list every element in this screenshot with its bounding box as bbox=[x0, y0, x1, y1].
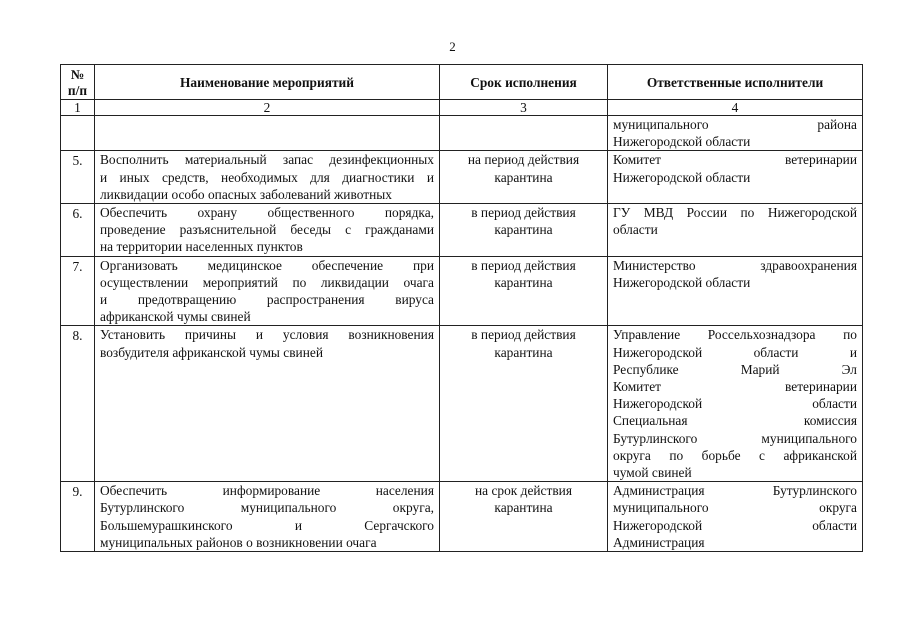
header-row bbox=[61, 65, 863, 100]
column-number: 4 bbox=[608, 100, 863, 116]
measure-responsible bbox=[608, 326, 863, 482]
measure-name bbox=[95, 116, 440, 151]
measure-term-line: карантина bbox=[494, 500, 553, 516]
measure-responsible bbox=[608, 204, 863, 257]
measure-responsible-line: Нижегородской области bbox=[613, 396, 857, 412]
measure-responsible-line: Управление Россельхознадзора по bbox=[613, 327, 857, 343]
table-row bbox=[61, 204, 863, 257]
measure-name-line: осуществлении мероприятий по ликвидации очага bbox=[100, 274, 434, 290]
measure-name-line: возбудителя африканской чумы свиней bbox=[100, 344, 323, 360]
measure-responsible bbox=[608, 116, 863, 151]
measure-term-line: на период действия bbox=[467, 152, 580, 168]
page-number: 2 bbox=[449, 39, 456, 54]
measure-responsible-line: Нижегородской области bbox=[613, 517, 857, 533]
measure-term bbox=[440, 256, 608, 326]
measure-term-line: в период действия bbox=[471, 257, 576, 273]
measure-term-line: карантина bbox=[494, 344, 553, 360]
column-number-row bbox=[61, 100, 863, 116]
header-name: Наименование мероприятий bbox=[95, 65, 440, 100]
measure-term-line: в период действия bbox=[471, 327, 576, 343]
measure-name-line: на территории населенных пунктов bbox=[100, 239, 303, 255]
measure-responsible-line: Нижегородской области bbox=[613, 274, 751, 290]
table-row bbox=[61, 482, 863, 552]
measure-responsible bbox=[608, 151, 863, 204]
row-number: 6. bbox=[61, 204, 95, 257]
measure-term bbox=[440, 204, 608, 257]
measure-term bbox=[440, 151, 608, 204]
measure-name-line: Бутурлинского муниципального округа, bbox=[100, 500, 434, 516]
measure-responsible-line: Комитет ветеринарии bbox=[613, 379, 857, 395]
measure-name bbox=[95, 204, 440, 257]
header-num: № п/п bbox=[61, 65, 95, 100]
measure-name-line: Установить причины и условия возникновения bbox=[100, 327, 434, 343]
measure-term-line: на срок действия bbox=[474, 483, 572, 499]
measure-name-line: Большемурашкинского и Сергачского bbox=[100, 517, 434, 533]
measure-name-line: муниципальных районов о возникновении очага bbox=[100, 534, 377, 550]
table-row bbox=[61, 151, 863, 204]
measure-name bbox=[95, 482, 440, 552]
row-number: 8. bbox=[61, 326, 95, 482]
row-number bbox=[61, 116, 95, 151]
table-row bbox=[61, 256, 863, 326]
measure-name bbox=[95, 151, 440, 204]
measure-term bbox=[440, 326, 608, 482]
table-body bbox=[61, 116, 863, 552]
measure-responsible-line: чумой свиней bbox=[613, 465, 692, 481]
measure-term bbox=[440, 482, 608, 552]
column-number: 2 bbox=[95, 100, 440, 116]
measure-name-line: проведение разъяснительной беседы с гражданами bbox=[100, 222, 434, 238]
measure-responsible-line: Специальная комиссия bbox=[613, 413, 857, 429]
measure-responsible-line: Министерство здравоохранения bbox=[613, 257, 857, 273]
measure-term-line: карантина bbox=[494, 222, 553, 238]
measure-name-line: ликвидации особо опасных заболеваний животных bbox=[100, 186, 392, 202]
row-number: 5. bbox=[61, 151, 95, 204]
measure-responsible-line: Администрация Бутурлинского bbox=[613, 483, 857, 499]
row-number: 9. bbox=[61, 482, 95, 552]
measure-responsible bbox=[608, 256, 863, 326]
measure-name-line: африканской чумы свиней bbox=[100, 309, 251, 325]
row-number: 7. bbox=[61, 256, 95, 326]
measure-term-line: в период действия bbox=[471, 205, 576, 221]
column-number: 3 bbox=[440, 100, 608, 116]
measure-responsible-line: ГУ МВД России по Нижегородской bbox=[613, 205, 857, 221]
measure-responsible bbox=[608, 482, 863, 552]
measure-name-line: Обеспечить информирование населения bbox=[100, 483, 434, 499]
header-term: Срок исполнения bbox=[440, 65, 608, 100]
measure-term bbox=[440, 116, 608, 151]
measure-responsible-line: Бутурлинского муниципального bbox=[613, 430, 857, 446]
measure-name-line: и предотвращению распространения вируса bbox=[100, 292, 434, 308]
measure-name-line: и иных средств, необходимых для диагностики и bbox=[100, 169, 434, 185]
measure-responsible-line: Комитет ветеринарии bbox=[613, 152, 857, 168]
measure-name bbox=[95, 326, 440, 482]
measure-name bbox=[95, 256, 440, 326]
measure-responsible-line: Нижегородской области bbox=[613, 134, 751, 150]
measure-responsible-line: области bbox=[613, 222, 658, 238]
measure-term-line: карантина bbox=[494, 274, 553, 290]
table-row bbox=[61, 116, 863, 151]
measure-name-line: Восполнить материальный запас дезинфекционных bbox=[100, 152, 434, 168]
measure-term-line: карантина bbox=[494, 169, 553, 185]
measure-responsible-line: Нижегородской области bbox=[613, 169, 751, 185]
measure-responsible-line: Нижегородской области и bbox=[613, 344, 857, 360]
measure-responsible-line: округа по борьбе с африканской bbox=[613, 447, 857, 463]
column-number: 1 bbox=[61, 100, 95, 116]
measures-table bbox=[60, 64, 863, 552]
measure-responsible-line: муниципального округа bbox=[613, 500, 857, 516]
measure-responsible-line: Администрация bbox=[613, 534, 705, 550]
header-responsible: Ответственные исполнители bbox=[608, 65, 863, 100]
measure-name-line: Организовать медицинское обеспечение при bbox=[100, 257, 434, 273]
measure-responsible-line: Республике Марий Эл bbox=[613, 361, 857, 377]
measure-responsible-line: муниципального района bbox=[613, 117, 857, 132]
measure-name-line: Обеспечить охрану общественного порядка, bbox=[100, 205, 434, 221]
table-row bbox=[61, 326, 863, 482]
